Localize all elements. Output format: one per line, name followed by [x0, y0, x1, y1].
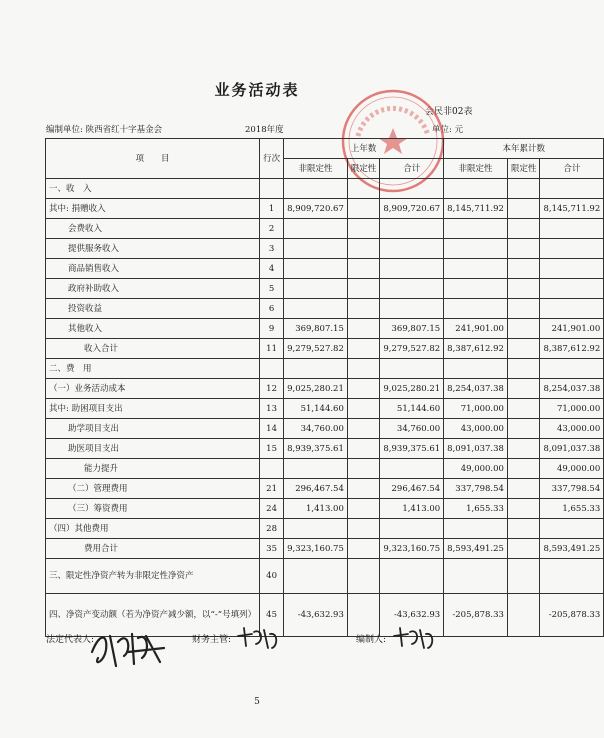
cell: 337,798.54 — [444, 479, 508, 499]
cell — [507, 299, 540, 319]
cell: 369,807.15 — [380, 319, 444, 339]
row-label: 费用合计 — [46, 539, 260, 559]
cell: 51,144.60 — [284, 399, 348, 419]
cell: 1,655.33 — [444, 499, 508, 519]
cell — [444, 239, 508, 259]
cell: 43,000.00 — [444, 419, 508, 439]
cell: 369,807.15 — [284, 319, 348, 339]
cell — [444, 559, 508, 594]
cell — [284, 459, 348, 479]
cell — [507, 359, 540, 379]
cell: 296,467.54 — [284, 479, 348, 499]
cell — [444, 519, 508, 539]
cell — [347, 359, 380, 379]
header-item: 项 目 — [46, 139, 260, 179]
cell: 71,000.00 — [444, 399, 508, 419]
cell — [540, 239, 604, 259]
legal-rep-signature-icon — [88, 622, 168, 672]
row-label: 其中: 助困项目支出 — [46, 399, 260, 419]
cell: 8,593,491.25 — [444, 539, 508, 559]
row-label: （一）业务活动成本 — [46, 379, 260, 399]
row-label: 收入合计 — [46, 339, 260, 359]
table-row — [46, 439, 604, 459]
cell — [380, 179, 444, 199]
year-label: 2018年度 — [245, 125, 284, 135]
cell — [347, 319, 380, 339]
header-line: 行次 — [260, 139, 284, 179]
cell: 9,279,527.82 — [284, 339, 348, 359]
table-row — [46, 519, 604, 539]
cell — [380, 359, 444, 379]
cell — [380, 519, 444, 539]
cell — [347, 539, 380, 559]
cell: 51,144.60 — [380, 399, 444, 419]
cell — [284, 559, 348, 594]
cell: 8,387,612.92 — [540, 339, 604, 359]
cell — [540, 299, 604, 319]
cell: 337,798.54 — [540, 479, 604, 499]
cell — [380, 459, 444, 479]
row-line: 24 — [260, 499, 284, 519]
table-row — [46, 199, 604, 219]
cell — [347, 279, 380, 299]
header-total: 合计 — [540, 159, 604, 179]
cell: 8,593,491.25 — [540, 539, 604, 559]
row-line: 21 — [260, 479, 284, 499]
cell: 49,000.00 — [540, 459, 604, 479]
unit-label: 单位: 元 — [432, 125, 464, 135]
row-label: （三）筹资费用 — [46, 499, 260, 519]
row-line — [260, 459, 284, 479]
cell — [507, 399, 540, 419]
header-unrestricted: 非限定性 — [444, 159, 508, 179]
cell — [284, 519, 348, 539]
cell — [507, 459, 540, 479]
cell — [507, 319, 540, 339]
cell — [540, 359, 604, 379]
table-row — [46, 559, 604, 594]
cell — [284, 259, 348, 279]
cell: 8,939,375.61 — [380, 439, 444, 459]
cell: 1,655.33 — [540, 499, 604, 519]
page-number: 5 — [254, 697, 260, 707]
finance-head-label: 财务主管: — [192, 635, 232, 645]
row-label: 政府补助收入 — [46, 279, 260, 299]
row-line: 2 — [260, 219, 284, 239]
row-line: 6 — [260, 299, 284, 319]
cell: -205,878.33 — [444, 594, 508, 637]
table-row — [46, 379, 604, 399]
cell — [347, 299, 380, 319]
cell — [444, 359, 508, 379]
cell — [507, 539, 540, 559]
row-label: 提供服务收入 — [46, 239, 260, 259]
cell — [507, 219, 540, 239]
page-title: 业务活动表 — [214, 81, 300, 99]
table-row — [46, 459, 604, 479]
cell — [540, 519, 604, 539]
cell — [347, 594, 380, 637]
header-restricted: 限定性 — [347, 159, 380, 179]
row-line: 28 — [260, 519, 284, 539]
cell — [507, 594, 540, 637]
cell: 8,387,612.92 — [444, 339, 508, 359]
row-line: 14 — [260, 419, 284, 439]
cell: 8,939,375.61 — [284, 439, 348, 459]
table-row — [46, 279, 604, 299]
table-row — [46, 399, 604, 419]
table-row — [46, 339, 604, 359]
row-line: 40 — [260, 559, 284, 594]
row-line: 1 — [260, 199, 284, 219]
cell — [347, 399, 380, 419]
row-label: 一、收 入 — [46, 179, 260, 199]
cell: 9,025,280.21 — [284, 379, 348, 399]
cell — [540, 179, 604, 199]
preparer-signature-icon — [390, 624, 438, 652]
cell: 8,091,037.38 — [444, 439, 508, 459]
row-line: 11 — [260, 339, 284, 359]
cell — [380, 239, 444, 259]
row-line: 12 — [260, 379, 284, 399]
cell — [507, 199, 540, 219]
form-code: 会民非02表 — [425, 107, 473, 117]
row-line: 13 — [260, 399, 284, 419]
cell: 34,760.00 — [380, 419, 444, 439]
row-line: 45 — [260, 594, 284, 637]
cell — [347, 499, 380, 519]
cell — [284, 359, 348, 379]
cell — [347, 439, 380, 459]
cell — [284, 179, 348, 199]
cell: -205,878.33 — [540, 594, 604, 637]
cell: 9,323,160.75 — [284, 539, 348, 559]
row-label: 其中: 捐赠收入 — [46, 199, 260, 219]
cell: 8,909,720.67 — [380, 199, 444, 219]
cell — [507, 259, 540, 279]
row-label: 助医项目支出 — [46, 439, 260, 459]
cell — [540, 259, 604, 279]
cell — [507, 499, 540, 519]
cell — [347, 519, 380, 539]
cell — [507, 559, 540, 594]
table-row — [46, 539, 604, 559]
table-row — [46, 239, 604, 259]
cell: 8,091,037.38 — [540, 439, 604, 459]
row-label: 商品销售收入 — [46, 259, 260, 279]
header-curr-year: 本年累计数 — [444, 139, 604, 159]
row-label: 助学项目支出 — [46, 419, 260, 439]
cell — [347, 219, 380, 239]
row-label: 三、限定性净资产转为非限定性净资产 — [46, 559, 260, 594]
org-label: 编制单位: 陕西省红十字基金会 — [46, 125, 163, 135]
row-label: 会费收入 — [46, 219, 260, 239]
header-restricted: 限定性 — [507, 159, 540, 179]
activity-table — [45, 138, 604, 637]
row-line: 3 — [260, 239, 284, 259]
cell — [380, 559, 444, 594]
cell: 8,145,711.92 — [444, 199, 508, 219]
table-row — [46, 179, 604, 199]
row-line: 4 — [260, 259, 284, 279]
legal-rep-label: 法定代表人: — [46, 635, 95, 645]
cell — [444, 179, 508, 199]
cell — [347, 259, 380, 279]
table-row — [46, 219, 604, 239]
cell — [347, 179, 380, 199]
cell: 241,901.00 — [444, 319, 508, 339]
cell — [380, 279, 444, 299]
table-row — [46, 299, 604, 319]
cell — [444, 219, 508, 239]
cell — [444, 279, 508, 299]
cell — [284, 299, 348, 319]
cell — [540, 559, 604, 594]
cell — [347, 479, 380, 499]
cell — [347, 239, 380, 259]
row-label: （二）管理费用 — [46, 479, 260, 499]
cell — [347, 199, 380, 219]
header-unrestricted: 非限定性 — [284, 159, 348, 179]
table-row — [46, 319, 604, 339]
cell — [540, 219, 604, 239]
cell — [507, 279, 540, 299]
table-row — [46, 479, 604, 499]
row-line: 35 — [260, 539, 284, 559]
row-label: 四、净资产变动额（若为净资产减少额，以“-”号填列） — [46, 594, 260, 637]
cell — [347, 419, 380, 439]
row-label: 二、费 用 — [46, 359, 260, 379]
row-line — [260, 359, 284, 379]
cell — [347, 459, 380, 479]
cell — [380, 219, 444, 239]
cell — [507, 419, 540, 439]
row-line: 5 — [260, 279, 284, 299]
cell: 8,909,720.67 — [284, 199, 348, 219]
table-row — [46, 499, 604, 519]
cell: 49,000.00 — [444, 459, 508, 479]
cell — [380, 299, 444, 319]
cell — [347, 559, 380, 594]
cell — [444, 299, 508, 319]
cell — [507, 379, 540, 399]
cell — [540, 279, 604, 299]
cell: 1,413.00 — [284, 499, 348, 519]
row-label: 能力提升 — [46, 459, 260, 479]
cell — [347, 339, 380, 359]
cell: 9,025,280.21 — [380, 379, 444, 399]
cell: 1,413.00 — [380, 499, 444, 519]
table-row — [46, 419, 604, 439]
cell: 296,467.54 — [380, 479, 444, 499]
cell — [284, 239, 348, 259]
cell: 9,279,527.82 — [380, 339, 444, 359]
cell — [284, 219, 348, 239]
table-row — [46, 259, 604, 279]
row-label: 其他收入 — [46, 319, 260, 339]
cell — [380, 259, 444, 279]
row-line — [260, 179, 284, 199]
cell: 9,323,160.75 — [380, 539, 444, 559]
preparer-label: 编制人: — [356, 635, 387, 645]
cell — [507, 239, 540, 259]
row-line: 9 — [260, 319, 284, 339]
cell — [507, 179, 540, 199]
cell — [284, 279, 348, 299]
header-total: 合计 — [380, 159, 444, 179]
cell: 8,254,037.38 — [444, 379, 508, 399]
table-row — [46, 359, 604, 379]
cell: -43,632.93 — [284, 594, 348, 637]
cell: 8,254,037.38 — [540, 379, 604, 399]
row-label: （四）其他费用 — [46, 519, 260, 539]
finance-head-signature-icon — [234, 624, 282, 652]
cell: 8,145,711.92 — [540, 199, 604, 219]
header-prev-year: 上年数 — [284, 139, 444, 159]
cell: 71,000.00 — [540, 399, 604, 419]
cell: 34,760.00 — [284, 419, 348, 439]
row-line: 15 — [260, 439, 284, 459]
row-label: 投资收益 — [46, 299, 260, 319]
cell: -43,632.93 — [380, 594, 444, 637]
cell — [507, 439, 540, 459]
cell — [507, 479, 540, 499]
cell — [347, 379, 380, 399]
cell: 241,901.00 — [540, 319, 604, 339]
cell — [444, 259, 508, 279]
cell — [507, 339, 540, 359]
cell — [507, 519, 540, 539]
cell: 43,000.00 — [540, 419, 604, 439]
